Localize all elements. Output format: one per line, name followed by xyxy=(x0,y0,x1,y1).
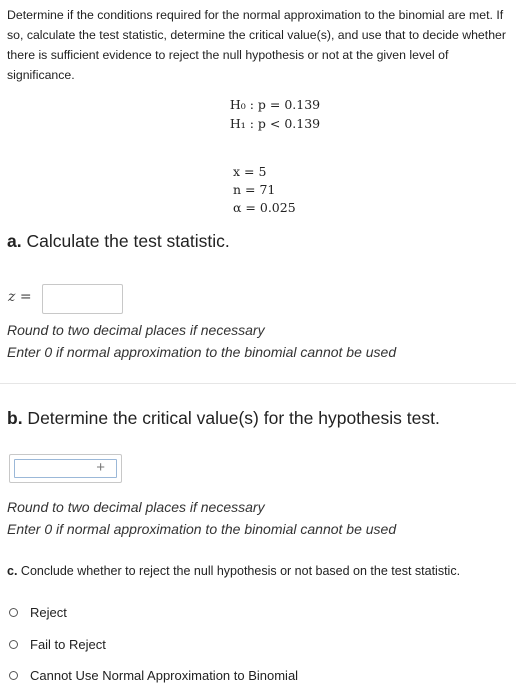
option-reject[interactable]: Reject xyxy=(9,604,67,622)
part-a-heading: a. Calculate the test statistic. xyxy=(7,231,230,251)
radio-icon[interactable] xyxy=(9,608,18,617)
n-value: n = 71 xyxy=(233,182,276,197)
problem-statement: Determine if the conditions required for the normal approximation to the binomial are met. If so, calculate the test statistic, determine the critical value(s), and use that to decide whether there is sufficient evidence to reject the null hypothesis or not at the given level of significance. xyxy=(7,8,506,82)
radio-icon[interactable] xyxy=(9,640,18,649)
alternative-hypothesis: H₁ : p < 0.139 xyxy=(229,116,321,131)
part-c-question: c. Conclude whether to reject the null hypothesis or not based on the test statistic. xyxy=(7,564,461,578)
option-fail-to-reject[interactable]: Fail to Reject xyxy=(9,636,106,654)
section-divider xyxy=(0,383,516,384)
radio-icon[interactable] xyxy=(9,671,18,680)
alpha-value: α = 0.025 xyxy=(233,200,296,215)
null-hypothesis: H₀ : p = 0.139 xyxy=(229,97,321,112)
x-value: x = 5 xyxy=(233,164,267,179)
add-value-icon[interactable]: + xyxy=(96,459,105,476)
part-b-note-zero: Enter 0 if normal approximation to the binomial cannot be used xyxy=(7,521,397,537)
part-a-note-zero: Enter 0 if normal approximation to the binomial cannot be used xyxy=(7,344,397,360)
test-statistic-input[interactable] xyxy=(42,284,123,314)
option-cannot-use[interactable]: Cannot Use Normal Approximation to Binomial xyxy=(9,667,298,685)
z-label: z = xyxy=(8,289,32,305)
part-a-note-round: Round to two decimal places if necessary xyxy=(7,322,265,338)
given-values xyxy=(0,164,516,218)
part-b-heading: b. Determine the critical value(s) for the hypothesis test. xyxy=(7,408,440,428)
part-b-note-round: Round to two decimal places if necessary xyxy=(7,499,265,515)
critical-value-input[interactable] xyxy=(9,454,122,483)
